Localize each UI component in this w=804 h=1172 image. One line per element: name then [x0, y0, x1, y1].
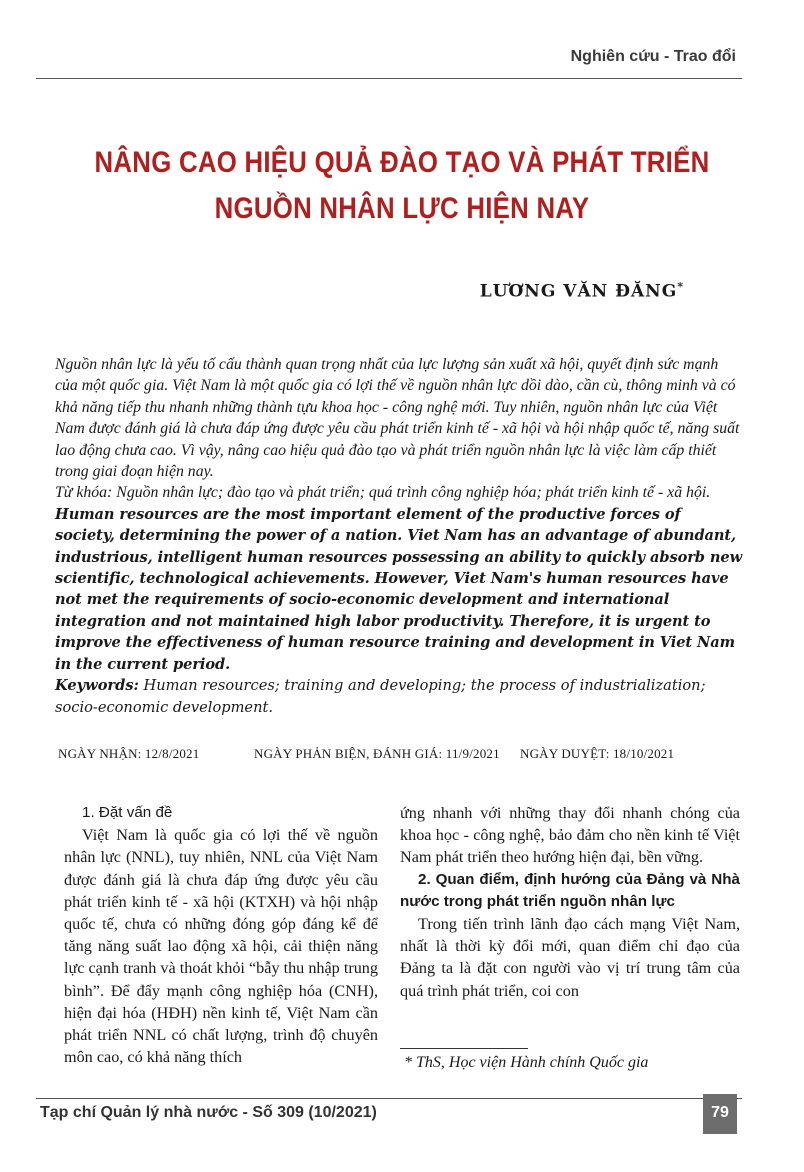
section-label: Nghiên cứu - Trao đổi	[570, 48, 736, 65]
date-received: NGÀY NHẬN: 12/8/2021	[58, 746, 200, 761]
keywords-vi-label: Từ khóa:	[55, 484, 113, 502]
title-line-1: NÂNG CAO HIỆU QUẢ ĐÀO TẠO VÀ PHÁT TRIỂN	[94, 146, 710, 179]
abstract	[55, 354, 745, 718]
journal-citation: Tạp chí Quản lý nhà nước - Số 309 (10/2021)	[40, 1104, 377, 1121]
abstract-en: Human resources are the most important element of the productive forces of society, determining the power of a nation. Viet Nam has an advantage of abundant, industrious, intelligent human resources possessing an ability to quickly absorb new scientific, technological achievements. However, Viet Nam's human resources have not met the requirements of socio-economic development and international integration and not maintained high labor productivity. Therefore, it is urgent to improve the effectiveness of human resource training and development in Viet Nam in the current period.	[55, 505, 743, 673]
keywords-en	[55, 675, 745, 718]
section-heading-2: 2. Quan điểm, định hướng của Đảng và Nhà nước trong phát triển nguồn nhân lực	[400, 870, 740, 910]
keywords-en-text: Human resources; training and developing; the process of industrialization; socio-economic development.	[55, 677, 706, 716]
footnote-rule	[400, 1048, 528, 1049]
keywords-vi-text: Nguồn nhân lực; đào tạo và phát triển; quá trình công nghiệp hóa; phát triển kinh tế - xã hội.	[112, 484, 711, 502]
paragraph-3: Trong tiến trình lãnh đạo cách mạng Việt Nam, nhất là thời kỳ đổi mới, quan điểm chỉ đạo của Đảng ta là đặt con người vào vị trí trung tâm của quá trình phát triển, coi con	[400, 915, 740, 1000]
author-footnote-mark: *	[677, 280, 684, 293]
author-name: LƯƠNG VĂN ĐĂNG	[479, 281, 678, 302]
article-title	[91, 140, 714, 232]
paragraph-1: Việt Nam là quốc gia có lợi thế về nguồn nhân lực (NNL), tuy nhiên, NNL của Việt Nam được đánh giá là chưa đáp ứng được yêu cầu phát triển kinh tế - xã hội (KTXH) và hội nhập quốc tế, chưa có những đóng góp đáng kể để tăng năng suất lao động xã hội, cải thiện năng lực cạnh tranh và thoát khỏi “bẫy thu nhập trung bình”. Để đẩy mạnh công nghiệp hóa (CNH), hiện đại hóa (HĐH) nền kinh tế, Việt Nam cần phát triển NNL có chất lượng, trình độ chuyên môn cao, có khả năng thích	[64, 826, 378, 1067]
author-footnote: * ThS, Học viện Hành chính Quốc gia	[404, 1054, 649, 1071]
abstract-vi: Nguồn nhân lực là yếu tố cấu thành quan trọng nhất của lực lượng sản xuất xã hội, quyết định sức mạnh của một quốc gia. Việt Nam là một quốc gia có lợi thế về nguồn nhân lực dồi dào, cần cù, thông minh và có khả năng tiếp thu nhanh những thành tựu khoa học - công nghệ mới. Tuy nhiên, nguồn nhân lực của Việt Nam được đánh giá là chưa đáp ứng được yêu cầu phát triển kinh tế - xã hội và hội nhập quốc tế, năng suất lao động chưa cao. Vì vậy, nâng cao hiệu quả đào tạo và phát triển nguồn nhân lực là việc làm cấp thiết trong giai đoạn hiện nay.	[55, 356, 740, 481]
footer-rule	[36, 1098, 742, 1099]
keywords-vi	[55, 482, 745, 503]
date-reviewed: NGÀY PHẢN BIỆN, ĐÁNH GIÁ: 11/9/2021	[254, 746, 500, 761]
section-heading-1: 1. Đặt vấn đề	[82, 804, 173, 821]
page-number: 79	[703, 1094, 737, 1134]
author	[480, 280, 684, 302]
keywords-en-label: Keywords:	[55, 677, 139, 695]
paragraph-2: ứng nhanh với những thay đổi nhanh chóng của khoa học - công nghệ, bảo đảm cho nền kinh tế Việt Nam phát triển theo hướng hiện đại, bền vững.	[400, 804, 740, 867]
title-line-2: NGUỒN NHÂN LỰC HIỆN NAY	[214, 192, 590, 225]
body-column-left	[64, 802, 378, 1068]
header-rule	[36, 78, 742, 79]
date-approved: NGÀY DUYỆT: 18/10/2021	[520, 746, 675, 761]
body-column-right	[400, 802, 740, 1002]
